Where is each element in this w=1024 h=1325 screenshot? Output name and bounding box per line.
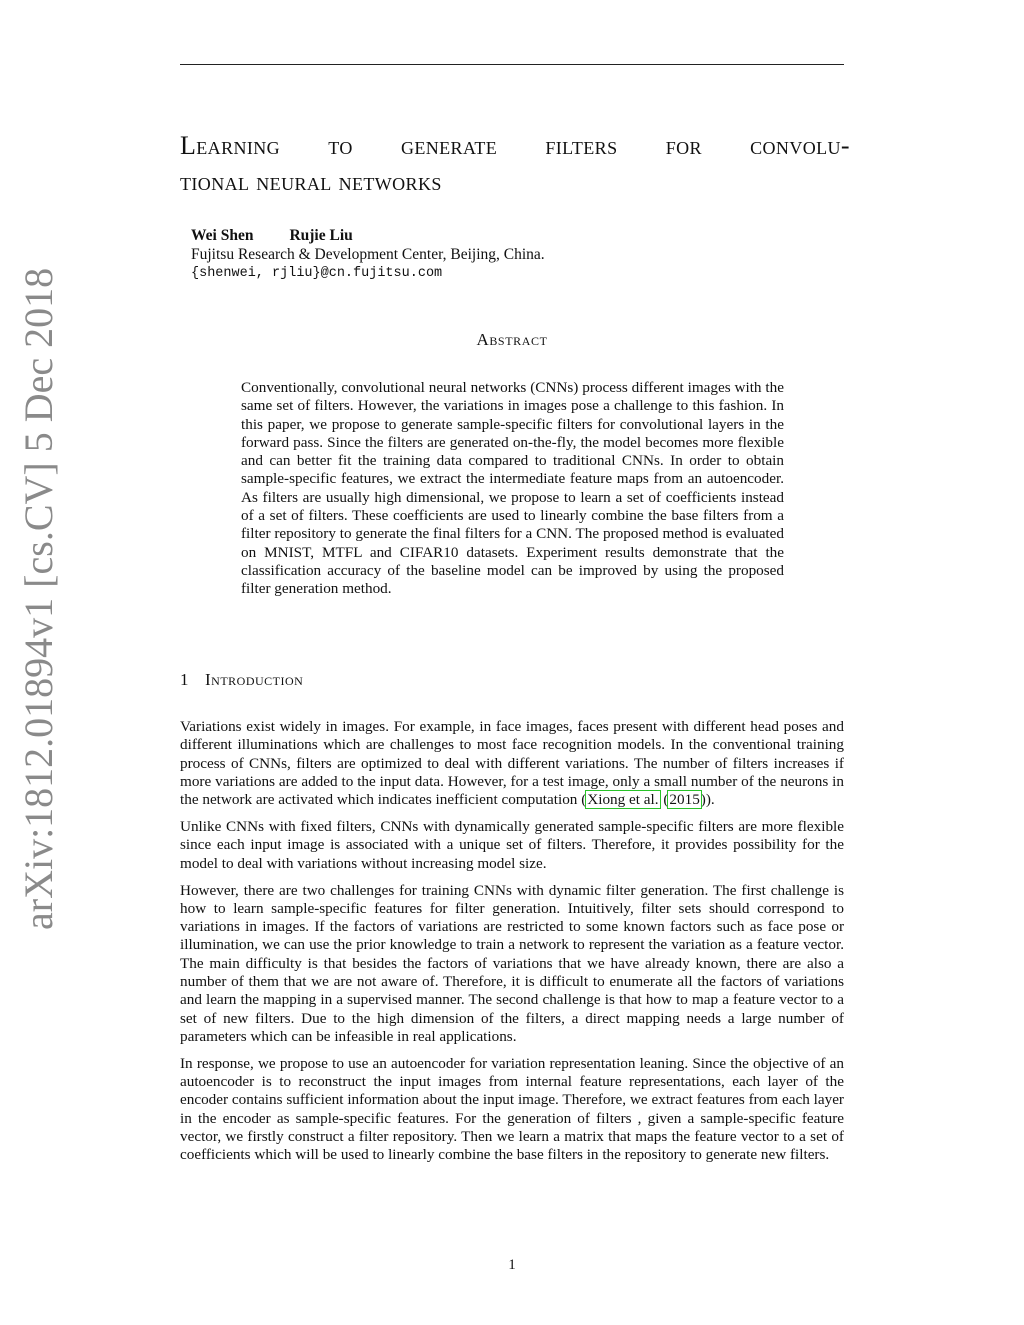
author-affiliation: Fujitsu Research & Development Center, Beijing, China.	[191, 246, 545, 263]
author-name: Wei Shen	[191, 227, 254, 244]
abstract-heading: Abstract	[476, 330, 548, 349]
author-names	[191, 226, 545, 245]
paragraph	[180, 718, 844, 809]
paragraph: Unlike CNNs with fixed filters, CNNs with dynamically generated sample-specific filters are more flexible since each input image is associated with a unique set of filters. Therefore, it provides possibility for the model to deal with variations without increasing model size.	[180, 818, 844, 872]
paragraph-text: (	[659, 791, 669, 809]
paragraph: In response, we propose to use an autoencoder for variation representation leaning. Since the objective of an autoencoder is to reconstruct the input images from internal feature representations, each layer of the encoder contains sufficient information about the input image. Therefore, we extract features from each layer in the encoder as sample-specific features. For the generation of filters , given a sample-specific feature vector, we firstly construct a filter repository. Then we learn a matrix that maps the feature vector to a set of coefficients which will be used to linearly combine the base filters in the repository to generate new filters.	[180, 1054, 844, 1164]
paragraph-text: Variations exist widely in images. For example, in face images, faces present with different head poses and different illuminations which are challenges to most face recognition models. In the conventional training process of CNNs, filters are optimized to deal with different variations. The number of filters increases if more variations are added to the input data. However, for a test image, only a small number of the neurons in the network are activated which indicates inefficient computation (	[180, 718, 844, 809]
section-title: Introduction	[205, 670, 304, 689]
paragraph-text: )).	[700, 791, 715, 809]
title-line-2: tional neural networks	[180, 167, 442, 196]
author-block	[191, 226, 545, 283]
top-rule	[180, 64, 844, 65]
title-line-1: Learning to generate filters for convolu-	[180, 131, 850, 160]
section-number: 1	[180, 670, 189, 689]
citation-link-year[interactable]: 2015	[669, 791, 700, 809]
author-email: {shenwei, rjliu}@cn.fujitsu.com	[191, 266, 443, 281]
arxiv-identifier: arXiv:1812.01894v1 [cs.CV] 5 Dec 2018	[16, 267, 61, 930]
section-heading-introduction	[180, 670, 303, 690]
paragraph: However, there are two challenges for training CNNs with dynamic filter generation. The first challenge is how to learn sample-specific features for filter generation. Intuitively, filter sets should correspond to variations in images. If the factors of variations are restricted to some known factors such as face pose or illumination, we can use the prior knowledge to train a network to represent the variation as a feature vector. The main difficulty is that besides the factors of variations that we have already known, there are also a number of them that we are not aware of. Therefore, it is difficult to enumerate all the factors of variations and learn the mapping in a supervised manner. The second challenge is that how to map a feature vector to a set of new filters. Due to the high dimension of the filters, a direct mapping needs a large number of parameters which can be infeasible in real applications.	[180, 881, 844, 1045]
citation-link-author[interactable]: Xiong et al.	[587, 791, 659, 809]
paper-title	[180, 128, 850, 200]
author-name: Rujie Liu	[289, 227, 353, 244]
introduction-body	[180, 718, 844, 1173]
page-number: 1	[508, 1257, 516, 1273]
abstract-text: Conventionally, convolutional neural networks (CNNs) process different images with the same set of filters. However, the variations in images pose a challenge to this fashion. In this paper, we propose to generate sample-specific filters for convolutional layers in the forward pass. Since the filters are generated on-the-fly, the model becomes more flexible and can better fit the training data compared to traditional CNNs. In order to obtain sample-specific features, we extract the intermediate feature maps from an autoencoder. As filters are usually high dimensional, we propose to learn a set of coefficients instead of a set of filters. These coefficients are used to linearly combine the base filters from a filter repository to generate the final filters for a CNN. The proposed method is evaluated on MNIST, MTFL and CIFAR10 datasets. Experiment results demonstrate that the classification accuracy of the baseline model can be improved by using the proposed filter generation method.	[241, 379, 784, 598]
